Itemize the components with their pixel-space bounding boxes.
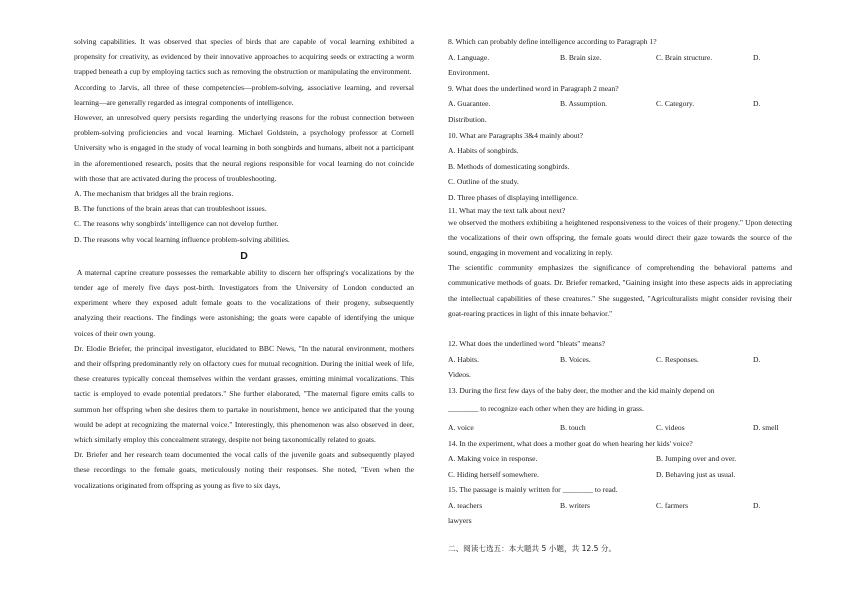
passage-paragraph: Dr. Elodie Briefer, the principal investigator, elucidated to BBC News, "In the natural environment, mothers and their offspring predominantly rely on olfactory cues for mutual recognition. During the initial week of life, these creatures typically conceal themselves within the verdant grasses, emitting minimal vocalizations. This tactic is employed to evade potential predators." She further elaborated, "The maternal figure emits calls to summon her offspring when she desires them to partake in nourishment, hence we anticipated that the young would be adept at recognizing the maternal voice." Interestingly, this phenomenon was also observed in deer, which similarly employ this concealment strategy, despite not being taxonomically related to goats. [74,343,414,445]
option-b: B. Voices. [560,354,591,364]
right-column [448,34,792,557]
passage-paragraph: solving capabilities. It was observed that species of birds that are capable of vocal learning exhibited a propensity for creativity, as evidenced by their innovative approaches to acquiring seeds or extracting a worm trapped beneath a cup by employing tactics such as removing the obstruction or manipulating the environment. [74,37,414,77]
option-a: A. Habits. [448,354,480,364]
question-15: 15. The passage is mainly written for ________ to read. [448,485,618,495]
question-13-options [448,420,792,436]
question-12: 12. What does the underlined word "bleats" means? [448,338,606,348]
option-d-text: lawyers [448,516,472,526]
question-14-options-row2 [448,467,792,483]
answer-option: A. The mechanism that bridges all the brain regions. [74,189,234,199]
option-c: C. Responses. [656,354,699,364]
passage-paragraph: Dr. Briefer and her research team documented the vocal calls of the juvenile goats and subsequently played these recordings to the female goats, meticulously noting their responses. She noted, "Even when the vocalizations originated from offspring as young as five to six days, [74,450,414,490]
option-a: A. Language. [448,52,490,62]
option-a: A. Habits of songbirds. [448,146,519,156]
option-d-text: Environment. [448,68,490,78]
passage-paragraph: According to Jarvis, all three of these competencies—problem-solving, associative learning, and reversal learning—are generally regarded as integral components of intelligence. [74,82,414,107]
question-14-options-row1 [448,451,792,467]
question-10: 10. What are Paragraphs 3&4 mainly about? [448,130,584,140]
option-b: B. Jumping over and over. [656,454,737,464]
option-a: A. voice [448,422,474,432]
option-d: D. Behaving just as usual. [656,469,736,479]
option-b: B. Assumption. [560,99,608,109]
option-b: B. touch [560,422,586,432]
left-column [74,34,414,493]
section-heading-d: D [240,249,248,262]
option-d: D. Three phases of displaying intelligence. [448,192,578,202]
passage-paragraph: However, an unresolved query persists regarding the underlying reasons for the robust connection between problem-solving proficiencies and vocal learning. Michael Goldstein, a psychology professor at Cornell University who is engaged in the study of vocal learning in both songbirds and humans, albeit not a participant in the aforementioned research, posits that the neural regions responsible for vocal learning do not coincide with those that are activated during the process of troubleshooting. [74,113,414,183]
option-d: D. [753,500,761,510]
option-d: D. [753,52,761,62]
section-title: 二、阅读七选五：本大题共 5 小题，共 12.5 分。 [448,544,617,554]
passage-paragraph: A maternal caprine creature possesses the remarkable ability to discern her offspring's vocalizations by the tender age of merely five days post-birth. Investigators from the University of London conducted an experiment where they exposed adult female goats to the vocalizations of their progeny, subsequently analyzing their reactions. The findings were astonishing; the goats were capable of identifying the unique voices of their own young. [74,267,416,338]
option-b: B. Brain size. [560,52,602,62]
option-d: D. smell [753,422,779,432]
question-14: 14. In the experiment, what does a mother goat do when hearing her kids' voice? [448,438,693,448]
option-b: B. Methods of domesticating songbirds. [448,161,570,171]
option-d: D. [753,354,761,364]
option-d-text: Videos. [448,370,471,380]
answer-option: D. The reasons why vocal learning influence problem-solving abilities. [74,234,290,244]
option-a: A. Guarantee. [448,99,491,109]
question-9: 9. What does the underlined word in Paragraph 2 mean? [448,83,619,93]
question-11: 11. What may the text talk about next? [448,205,566,215]
question-8-options [448,50,792,66]
answer-option: B. The functions of the brain areas that can troubleshoot issues. [74,204,267,214]
option-a: A. Making voice in response. [448,454,538,464]
answer-option: C. The reasons why songbirds' intelligence can not develop further. [74,219,279,229]
option-c: C. Outline of the study. [448,177,519,187]
passage-paragraph: we observed the mothers exhibiting a heightened responsiveness to the voices of their progeny." Upon detecting the vocalizations of their own offspring, the female goats would direct their gaze towards the source of the sound, engaging in movement and vocalizing in reply. [448,217,792,257]
option-c: C. Category. [656,99,695,109]
option-c: C. Hiding herself somewhere. [448,469,539,479]
option-b: B. writers [560,500,590,510]
option-d-text: Distribution. [448,114,487,124]
passage-paragraph: The scientific community emphasizes the significance of comprehending the behavioral patterns and communicative methods of goats. Dr. Briefer remarked, "Gaining insight into these aspects aids in appreciating the intellectual capabilities of these creatures." She suggested, "Agriculturalists might consider revising their goat-rearing practices in light of this innate behavior." [448,263,792,318]
question-13-continued: ________ to recognize each other when they are hiding in grass. [448,404,644,414]
option-c: C. farmers [656,500,689,510]
option-a: A. teachers [448,500,483,510]
question-8: 8. Which can probably define intelligence according to Paragraph 1? [448,37,657,46]
option-d: D. [753,99,761,109]
question-13: 13. During the first few days of the baby deer, the mother and the kid mainly depend on [448,385,715,395]
question-15-options [448,498,792,514]
option-c: C. Brain structure. [656,52,713,62]
question-12-options [448,352,792,368]
question-9-options [448,96,792,112]
spacer [448,321,792,336]
option-c: C. videos [656,422,685,432]
